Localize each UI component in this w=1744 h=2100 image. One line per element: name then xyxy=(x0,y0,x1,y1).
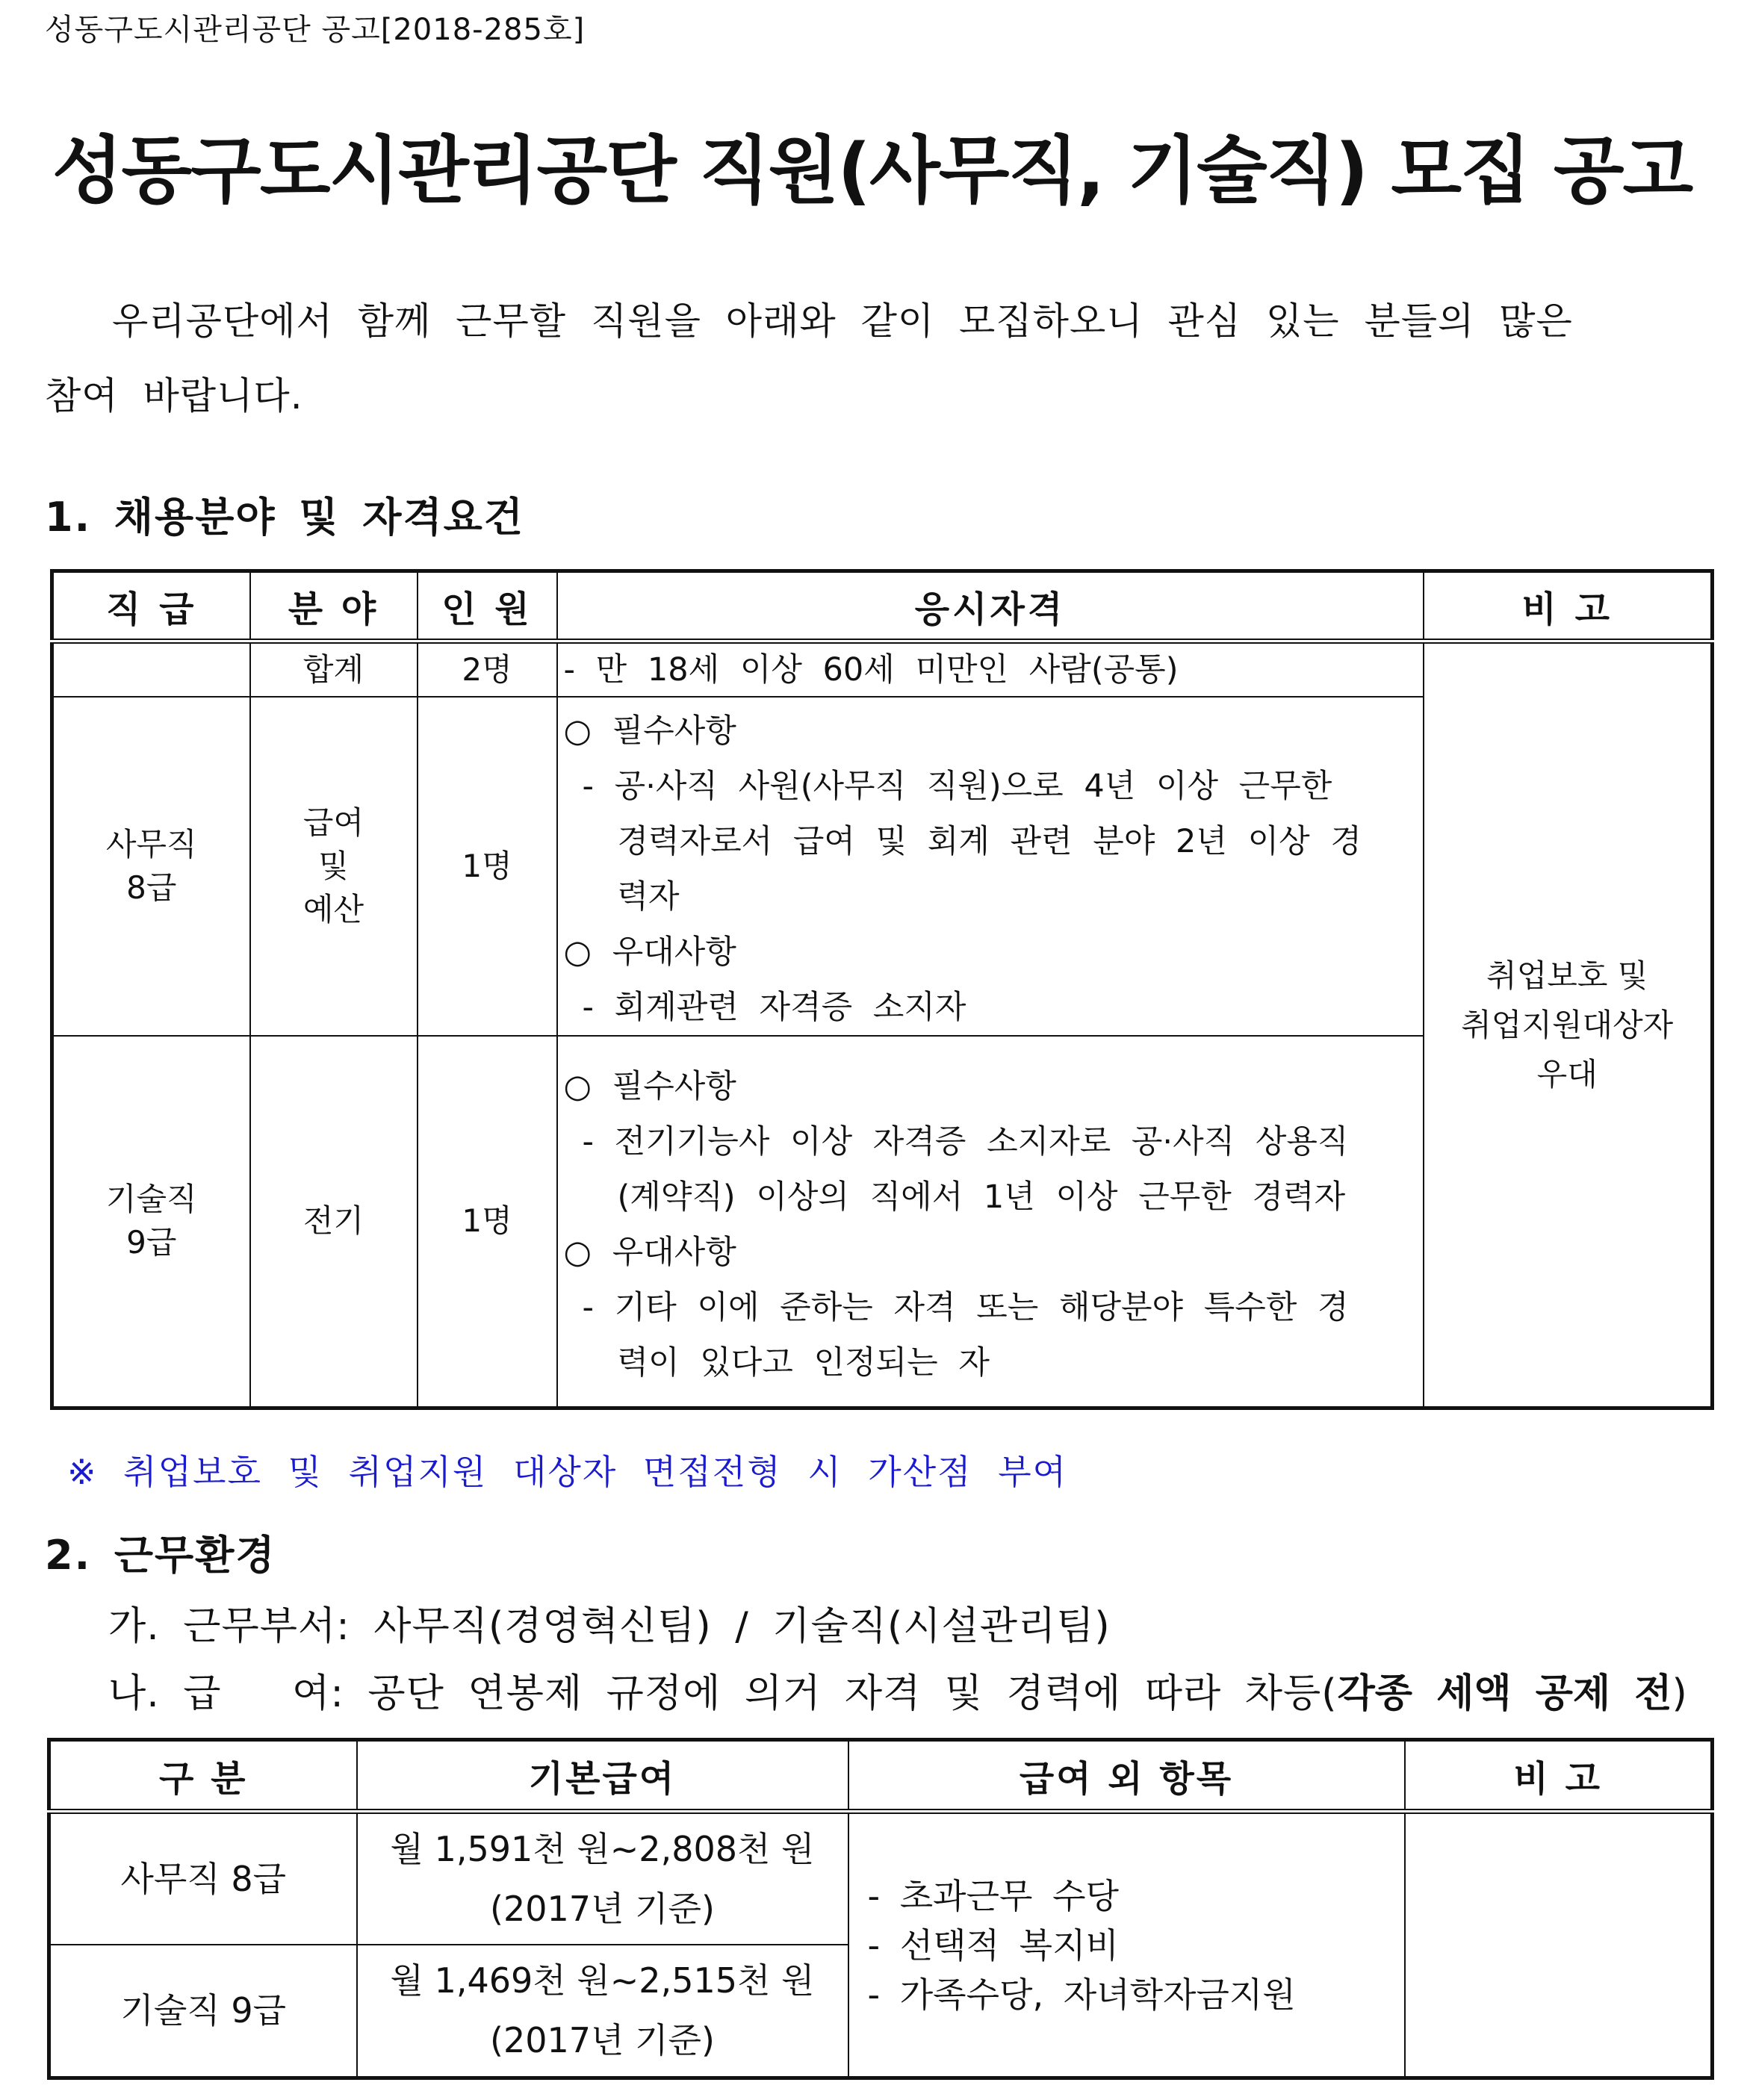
tech-grade-cell xyxy=(52,1036,250,1408)
section-2-heading: 2. 근무환경 xyxy=(45,1532,276,1579)
total-qual-line: - 만 18세 이상 60세 미만인 사람(공통) xyxy=(563,650,1179,689)
section-1-heading: 1. 채용분야 및 자격요건 xyxy=(45,494,524,541)
table-row-total xyxy=(52,642,1713,697)
salary-table xyxy=(47,1738,1714,2080)
salary-suffix: ) xyxy=(1672,1671,1688,1716)
salary-prefix: 나. 급 여: 공단 연봉제 규정에 의거 자격 및 경력에 따라 차등( xyxy=(108,1671,1338,1716)
remark-line: 우대 xyxy=(1536,1055,1598,1093)
pay-line: (2017년 기준) xyxy=(490,1888,715,1929)
total-count-cell: 2명 xyxy=(418,642,557,697)
page-title: 성동구도시관리공단 직원(사무직, 기술직) 모집 공고 xyxy=(52,128,1692,214)
tech-field-cell: 전기 xyxy=(250,1036,418,1408)
salary-remark-cell xyxy=(1405,1812,1713,2078)
qual-line: 경력자로서 급여 및 회계 관련 분야 2년 이상 경 xyxy=(617,822,1362,860)
field-line: 예산 xyxy=(302,890,364,928)
qual-line: ○ 우대사항 xyxy=(563,933,736,971)
extra-item: - 선택적 복지비 xyxy=(867,1925,1119,1966)
tech-count-cell: 1명 xyxy=(418,1036,557,1408)
remark-line: 취업지원대상자 xyxy=(1461,1006,1674,1043)
salary-grade-cell: 기술직 9급 xyxy=(49,1945,357,2078)
extras-cell xyxy=(848,1812,1405,2078)
office-count-cell: 1명 xyxy=(418,697,557,1036)
col-extras-header: 급여 외 항목 xyxy=(848,1740,1405,1812)
col-category-header: 구 분 xyxy=(49,1740,357,1812)
extra-item: - 초과근무 수당 xyxy=(867,1875,1119,1916)
qual-line: 력자 xyxy=(617,877,680,916)
office-qual-cell xyxy=(557,697,1424,1036)
tech-qual-cell xyxy=(557,1036,1424,1408)
salary-bold-text: 각종 세액 공제 전 xyxy=(1337,1671,1672,1716)
grade-line: 9급 xyxy=(126,1224,177,1261)
remark-line: 취업보호 및 xyxy=(1486,957,1648,994)
col-grade-header: 직 급 xyxy=(52,571,250,642)
department-line: 가. 근무부서: 사무직(경영혁신팀) / 기술직(시설관리팀) xyxy=(108,1604,1111,1649)
col-qualification-header: 응시자격 xyxy=(557,571,1424,642)
salary-table-header xyxy=(49,1740,1713,1812)
extra-item: - 가족수당, 자녀학자금지원 xyxy=(867,1974,1296,2015)
field-line: 급여 xyxy=(302,804,364,841)
col-base-pay-header: 기본급여 xyxy=(357,1740,848,1812)
total-field-cell: 합계 xyxy=(250,642,418,697)
bonus-note: ※ 취업보호 및 취업지원 대상자 면접전형 시 가산점 부여 xyxy=(67,1452,1068,1492)
office-field-cell xyxy=(250,697,418,1036)
col-count-header: 인 원 xyxy=(418,571,557,642)
pay-line: 월 1,469천 원~2,515천 원 xyxy=(390,1960,815,2001)
office-grade-cell xyxy=(52,697,250,1036)
table-row xyxy=(49,1812,1713,1945)
col-remark-header: 비 고 xyxy=(1424,571,1713,642)
qual-line: ○ 필수사항 xyxy=(563,1067,736,1105)
pay-line: (2017년 기준) xyxy=(490,2020,715,2061)
pay-line: 월 1,591천 원~2,808천 원 xyxy=(390,1828,815,1869)
recruitment-table xyxy=(50,569,1714,1410)
intro-line-1: 우리공단에서 함께 근무할 직원을 아래와 같이 모집하오니 관심 있는 분들의 많은 xyxy=(112,299,1573,343)
qual-line: ○ 우대사항 xyxy=(563,1233,736,1271)
col-remark-header: 비 고 xyxy=(1405,1740,1713,1812)
intro-line-2: 참여 바랍니다. xyxy=(45,374,303,417)
total-grade-cell xyxy=(52,642,250,697)
qual-line: - 회계관련 자격증 소지자 xyxy=(582,988,966,1026)
salary-grade-cell: 사무직 8급 xyxy=(49,1812,357,1945)
grade-line: 기술직 xyxy=(105,1181,197,1218)
col-field-header: 분 야 xyxy=(250,571,418,642)
qual-line: - 전기기능사 이상 자격증 소지자로 공·사직 상용직 xyxy=(582,1122,1349,1161)
grade-line: 8급 xyxy=(126,869,177,906)
notice-number: 성동구도시관리공단 공고[2018-285호] xyxy=(45,13,586,47)
total-qual-cell xyxy=(557,642,1424,697)
field-line: 및 xyxy=(318,847,349,884)
qual-line: - 공·사직 사원(사무직 직원)으로 4년 이상 근무한 xyxy=(582,767,1332,805)
salary-pay-cell xyxy=(357,1945,848,2078)
grade-line: 사무직 xyxy=(105,825,197,863)
recruitment-table-header xyxy=(52,571,1713,642)
remark-cell xyxy=(1424,642,1713,1408)
qual-line: (계약직) 이상의 직에서 1년 이상 근무한 경력자 xyxy=(617,1178,1346,1216)
qual-line: ○ 필수사항 xyxy=(563,712,736,750)
salary-line xyxy=(108,1662,1688,1718)
qual-line: - 기타 이에 준하는 자격 또는 해당분야 특수한 경 xyxy=(582,1288,1349,1326)
qual-line: 력이 있다고 인정되는 자 xyxy=(617,1343,990,1382)
salary-pay-cell xyxy=(357,1812,848,1945)
